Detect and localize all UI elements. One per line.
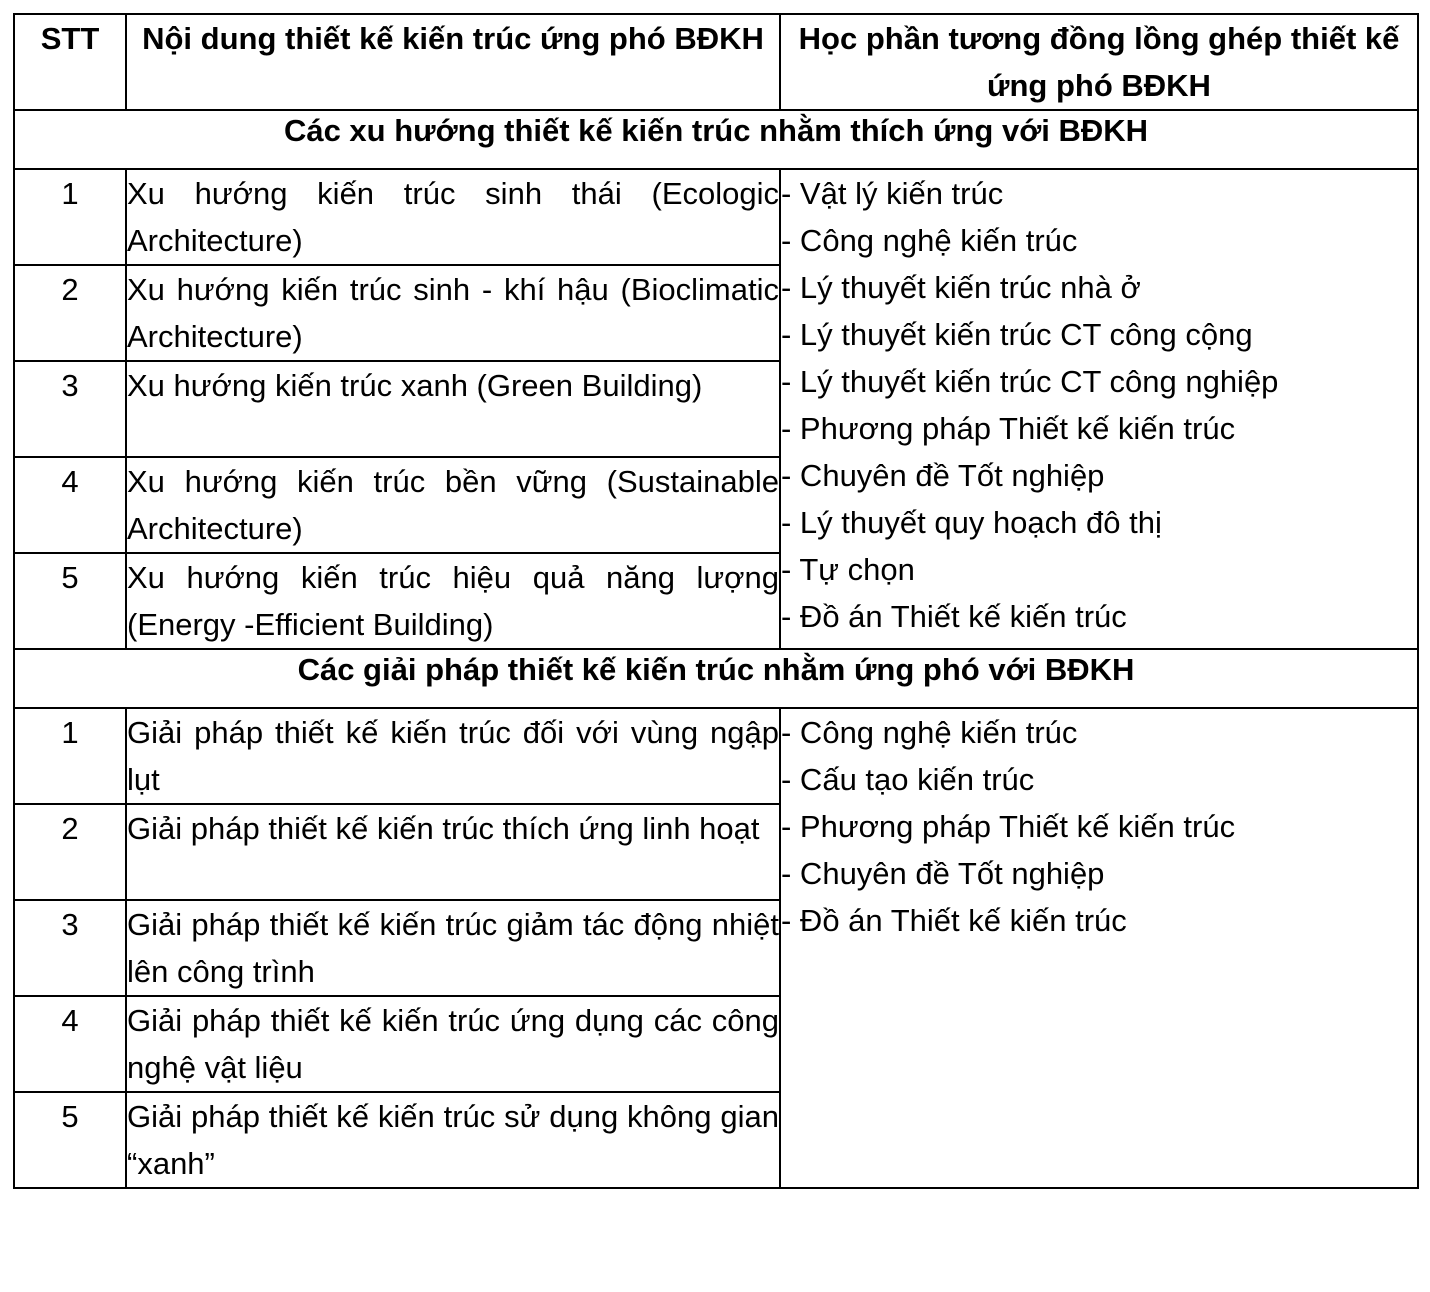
table-row — [14, 708, 1418, 804]
row-number: 1 — [14, 169, 126, 265]
module-item: - Vật lý kiến trúc — [781, 176, 1004, 211]
row-content: Giải pháp thiết kế kiến trúc ứng dụng các công nghệ vật liệu — [126, 996, 780, 1092]
row-number: 3 — [14, 361, 126, 457]
module-item: - Phương pháp Thiết kế kiến trúc — [781, 411, 1236, 446]
header-modules: Học phần tương đồng lồng ghép thiết kế ứng phó BĐKH — [780, 14, 1418, 110]
module-item: - Lý thuyết quy hoạch đô thị — [781, 505, 1162, 540]
row-content: Xu hướng kiến trúc sinh - khí hậu (Bioclimatic Architecture) — [126, 265, 780, 361]
row-content: Xu hướng kiến trúc xanh (Green Building) — [126, 361, 780, 457]
module-item: - Lý thuyết kiến trúc CT công nghiệp — [781, 364, 1279, 399]
row-content: Giải pháp thiết kế kiến trúc đối với vùng ngập lụt — [126, 708, 780, 804]
module-item: - Chuyên đề Tốt nghiệp — [781, 856, 1105, 891]
module-item: - Cấu tạo kiến trúc — [781, 762, 1035, 797]
row-content: Xu hướng kiến trúc hiệu quả năng lượng (Energy -Efficient Building) — [126, 553, 780, 649]
header-content: Nội dung thiết kế kiến trúc ứng phó BĐKH — [126, 14, 780, 110]
row-content: Giải pháp thiết kế kiến trúc thích ứng linh hoạt — [126, 804, 780, 900]
section-title-row — [14, 110, 1418, 169]
module-item: - Công nghệ kiến trúc — [781, 223, 1078, 258]
row-content: Giải pháp thiết kế kiến trúc giảm tác động nhiệt lên công trình — [126, 900, 780, 996]
row-number: 5 — [14, 1092, 126, 1188]
section-title-trends: Các xu hướng thiết kế kiến trúc nhằm thích ứng với BĐKH — [14, 110, 1418, 169]
section-title-row — [14, 649, 1418, 708]
row-number: 4 — [14, 457, 126, 553]
section-title-solutions: Các giải pháp thiết kế kiến trúc nhằm ứng phó với BĐKH — [14, 649, 1418, 708]
table-row — [14, 169, 1418, 265]
row-content: Giải pháp thiết kế kiến trúc sử dụng không gian “xanh” — [126, 1092, 780, 1188]
row-number: 3 — [14, 900, 126, 996]
module-item: - Đồ án Thiết kế kiến trúc — [781, 903, 1127, 938]
module-item: - Đồ án Thiết kế kiến trúc — [781, 599, 1127, 634]
header-row — [14, 14, 1418, 110]
row-number: 1 — [14, 708, 126, 804]
integration-table — [13, 13, 1419, 1189]
row-number: 5 — [14, 553, 126, 649]
row-number: 2 — [14, 804, 126, 900]
module-item: - Phương pháp Thiết kế kiến trúc — [781, 809, 1236, 844]
row-content: Xu hướng kiến trúc sinh thái (Ecologic Architecture) — [126, 169, 780, 265]
module-item: - Chuyên đề Tốt nghiệp — [781, 458, 1105, 493]
modules-cell-trends — [780, 169, 1418, 649]
module-item: - Lý thuyết kiến trúc CT công cộng — [781, 317, 1253, 352]
header-stt: STT — [14, 14, 126, 110]
row-number: 2 — [14, 265, 126, 361]
module-item: - Lý thuyết kiến trúc nhà ở — [781, 270, 1141, 305]
module-item: - Công nghệ kiến trúc — [781, 715, 1078, 750]
module-item: - Tự chọn — [781, 552, 915, 587]
row-content: Xu hướng kiến trúc bền vững (Sustainable Architecture) — [126, 457, 780, 553]
modules-cell-solutions — [780, 708, 1418, 1188]
row-number: 4 — [14, 996, 126, 1092]
